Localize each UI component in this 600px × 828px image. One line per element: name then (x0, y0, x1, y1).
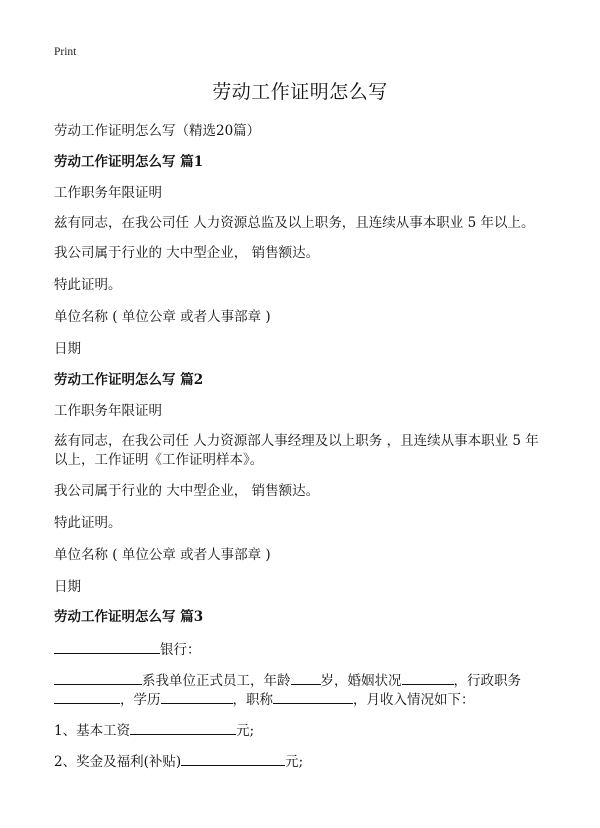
section2-body1-line1: 兹有同志，在我公司任 人力资源部人事经理及以上职务 ，且连续从事本职业 5 年 (54, 433, 539, 449)
print-label: Print (54, 46, 77, 58)
section1-body1: 兹有同志，在我公司任 人力资源总监及以上职务，且连续从事本职业 5 年以上。 (54, 215, 535, 231)
employee-text-1: 系我单位正式员工，年龄 (142, 673, 291, 689)
title-blank[interactable] (273, 689, 353, 704)
bank-line (54, 639, 201, 659)
marital-status-blank[interactable] (402, 670, 454, 685)
section1-subtitle: 工作职务年限证明 (54, 185, 162, 201)
bank-name-blank[interactable] (54, 639, 160, 654)
intro-text: 劳动工作证明怎么写（精选20篇） (54, 123, 261, 139)
line2-text-2: ，职称 (232, 692, 273, 708)
base-salary-blank[interactable] (130, 720, 236, 735)
employee-text-2: 岁，婚姻状况 (320, 673, 402, 689)
section2-subtitle: 工作职务年限证明 (54, 403, 162, 419)
section1-body3: 特此证明。 (54, 277, 122, 293)
section2-body2: 我公司属于行业的 大中型企业， 销售额达。 (54, 483, 320, 499)
document-title: 劳动工作证明怎么写 (212, 81, 388, 103)
employee-line-2 (54, 689, 475, 709)
item1-label: 1、基本工资 (54, 723, 131, 739)
section1-date: 日期 (54, 341, 81, 357)
item1-suffix: 元; (236, 723, 255, 739)
bank-suffix: 银行： (160, 642, 201, 658)
section1-heading: 劳动工作证明怎么写 篇1 (54, 154, 204, 170)
line2-text-1: ，学历 (120, 692, 161, 708)
section2-body1-line2: 以上，工作证明《工作证明样本》。 (54, 452, 264, 468)
section1-body2: 我公司属于行业的 大中型企业， 销售额达。 (54, 245, 320, 261)
item2-suffix: 元; (285, 754, 304, 770)
section2-date: 日期 (54, 579, 81, 595)
section3-heading: 劳动工作证明怎么写 篇3 (54, 609, 204, 625)
line2-text-3: ，月收入情况如下： (353, 692, 475, 708)
employee-text-3: ，行政职务 (453, 673, 521, 689)
education-blank[interactable] (161, 689, 233, 704)
employee-name-blank[interactable] (54, 670, 142, 685)
section2-heading: 劳动工作证明怎么写 篇2 (54, 372, 204, 388)
position-blank[interactable] (54, 689, 120, 704)
salary-item-1 (54, 720, 254, 740)
section1-unit: 单位名称 ( 单位公章 或者人事部章 ) (54, 309, 271, 325)
salary-item-2 (54, 751, 303, 771)
employee-line-1 (54, 670, 521, 690)
age-blank[interactable] (291, 670, 321, 685)
bonus-blank[interactable] (181, 751, 285, 766)
section2-unit: 单位名称 ( 单位公章 或者人事部章 ) (54, 547, 271, 563)
section2-body3: 特此证明。 (54, 515, 122, 531)
item2-label: 2、奖金及福利(补贴) (54, 754, 182, 770)
